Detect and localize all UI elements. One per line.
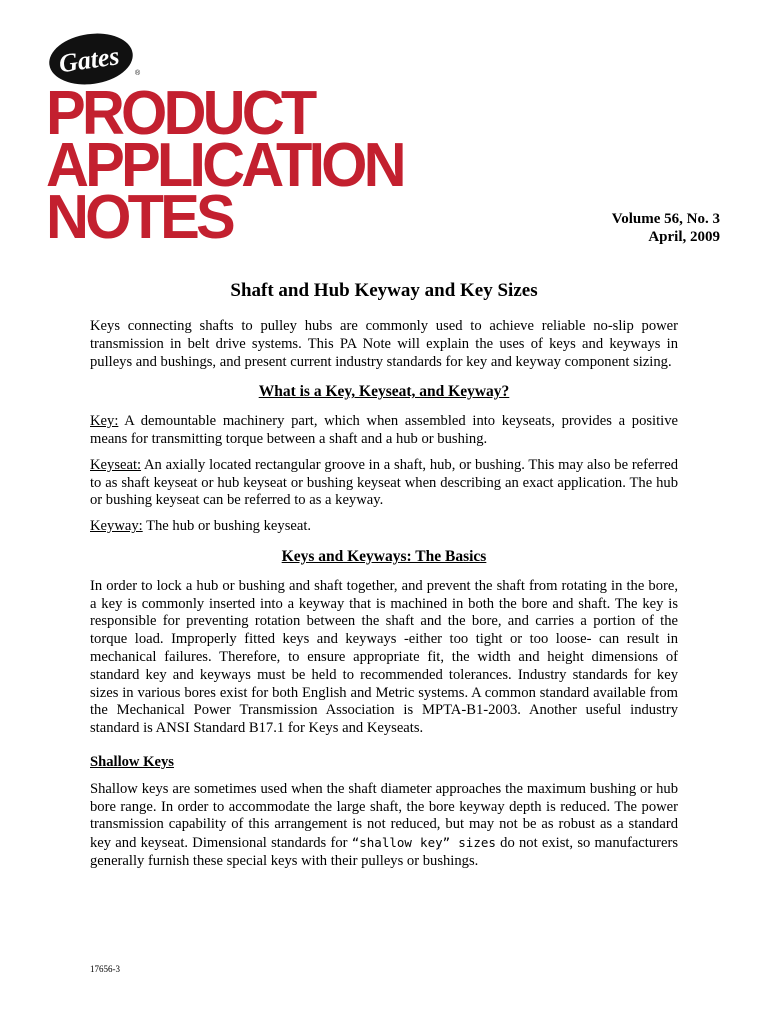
banner-line-application: APPLICATION [46, 131, 403, 200]
footer-doc-number: 17656-3 [90, 964, 120, 974]
section-heading-shallow-keys: Shallow Keys [90, 753, 174, 770]
definition-keyseat-text: An axially located rectangular groove in a shaft, hub, or bushing. This may also be referred to as shaft keyseat or hub keyseat or bushing keyseat when describing an exact application. The hub or bushing keyseat can be referred to as a keyway. [90, 456, 678, 509]
volume-number: Volume 56, No. 3 [611, 211, 720, 227]
section-heading-key-keyseat-keyway: What is a Key, Keyseat, and Keyway? [258, 383, 510, 401]
document-body [90, 318, 678, 879]
shallow-keys-text-a: Shallow keys are sometimes used when the shaft diameter approaches the maximum bushing or hub bore range. In order to accommodate the large shaft, the bore keyway depth is reduced. The power transmission capability of this arrangement is not reduced, but may not be as robust as a standard key and keyseat. Dimensional standards for [90, 780, 678, 852]
term-keyseat: Keyseat: [90, 456, 142, 473]
shallow-keys-mono-text: “shallow key” sizes [351, 835, 496, 851]
issue-info [612, 210, 720, 246]
term-key: Key: [90, 413, 119, 430]
svg-text:®: ® [135, 70, 141, 77]
definition-keyseat [90, 457, 678, 510]
document-title: Shaft and Hub Keyway and Key Sizes [230, 280, 538, 301]
definition-keyway-text: The hub or bushing keyseat. [142, 518, 312, 535]
section-heading-the-basics: Keys and Keyways: The Basics [281, 547, 487, 565]
banner-line-notes: NOTES [46, 183, 232, 252]
product-application-notes-banner [46, 79, 403, 252]
shallow-keys-text-b: do not exist, so manufacturers generally furnish these special keys with their pulleys or bushings. [90, 835, 679, 869]
banner-line-product: PRODUCT [46, 79, 314, 148]
definition-key [90, 413, 678, 449]
definition-key-text: A demountable machinery part, which when assembled into keyseats, provides a positive means for transmitting torque between a shaft and a hub or bushing. [90, 413, 678, 447]
definition-keyway [90, 518, 678, 536]
issue-date: April, 2009 [648, 229, 720, 245]
term-keyway: Keyway: [90, 518, 143, 535]
basics-paragraph: In order to lock a hub or bushing and shaft together, and prevent the shaft from rotating in the bore, a key is commonly inserted into a keyway that is machined in both the bore and shaft. The key is responsible for preventing rotation between the shaft and the bore, and carries a portion of the torque load. Improperly fitted keys and keyways -either too tight or too loose- can result in mechanical failures. Therefore, to ensure appropriate fit, the width and height dimensions of standard key and keyways must be held to recommended tolerances. Industry standards for key sizes in various bores exist for both English and Metric systems. A common standard available from the Mechanical Power Transmission Association is MPTA-B1-2003. Another useful industry standard is ANSI Standard B17.1 for Keys and Keyseats. [90, 577, 678, 737]
intro-paragraph: Keys connecting shafts to pulley hubs are commonly used to achieve reliable no-slip power transmission in belt drive systems. This PA Note will explain the uses of keys and keyways in pulleys and bushings, and present current industry standards for key and keyway component sizing. [90, 318, 678, 370]
shallow-keys-paragraph [90, 781, 678, 871]
svg-text:Gates: Gates [57, 41, 122, 79]
